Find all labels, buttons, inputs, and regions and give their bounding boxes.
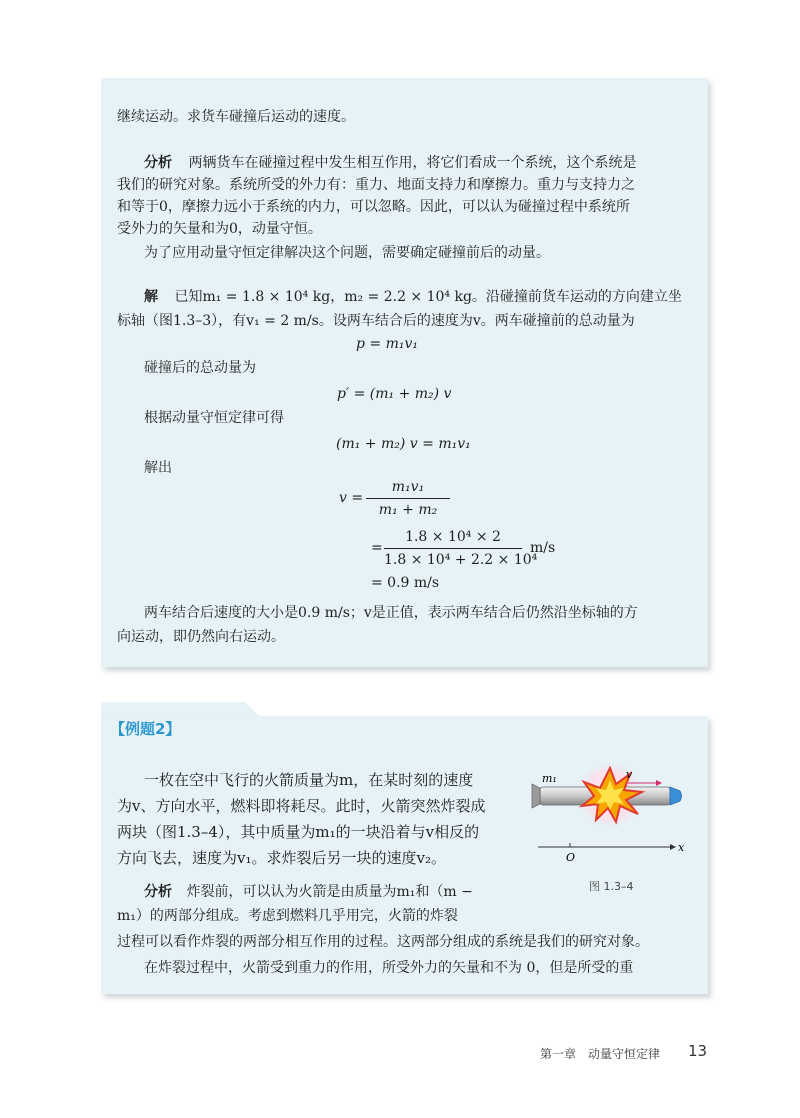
unit-ms: m/s <box>530 540 556 556</box>
equation-result: = 0.9 m/s <box>371 575 440 591</box>
analysis-line-1 <box>144 153 636 173</box>
equation-momentum-before: p = m₁v₁ <box>356 336 419 352</box>
intro-text: 继续运动。求货车碰撞后运动的速度。 <box>117 109 355 125</box>
analysis-2-label: 分析 <box>144 884 172 900</box>
velocity-arrow-icon <box>656 780 662 786</box>
m1-label: m₁ <box>542 772 557 785</box>
fraction-symbolic-numerator: m₁v₁ <box>391 479 425 495</box>
solve-label: 解出 <box>144 460 172 476</box>
analysis-label: 分析 <box>144 155 172 171</box>
fraction-symbolic <box>366 477 450 520</box>
analysis-line-2: 我们的研究对象。系统所受的外力有：重力、地面支持力和摩擦力。重力与支持力之 <box>117 177 635 193</box>
fraction-numeric <box>384 527 538 570</box>
rocket-tail-fin-icon <box>532 784 540 808</box>
analysis-2-line-1 <box>144 882 473 902</box>
analysis-2-text-1: 炸裂前，可以认为火箭是由质量为m₁和（m − <box>186 884 473 900</box>
analysis-2-line-3: 过程可以看作炸裂的两部分相互作用的过程。这两部分组成的系统是我们的研究对象。 <box>117 934 649 950</box>
x-axis-arrow-icon <box>670 844 676 850</box>
equation-momentum-after: p′ = (m₁ + m₂) v <box>337 386 452 402</box>
problem-line-2: 为v、方向水平，燃料即将耗尽。此时，火箭突然炸裂成 <box>117 797 486 815</box>
solution-text-1: 已知m₁ = 1.8 × 10⁴ kg，m₂ = 2.2 × 10⁴ kg。沿碰撞前货车运动的方向建立坐 <box>174 289 682 305</box>
problem-line-3: 两块（图1.3–4），其中质量为m₁的一块沿着与v相反的 <box>117 823 480 841</box>
rocket-nose-icon <box>670 787 682 805</box>
solution-label: 解 <box>144 289 158 305</box>
origin-label: O <box>566 851 576 864</box>
analysis-line-4: 受外力的矢量和为0，动量守恒。 <box>117 221 322 237</box>
chapter-title: 第一章 动量守恒定律 <box>540 1047 661 1061</box>
example-2-label: 【例题2】 <box>110 720 181 738</box>
rocket-explosion-figure <box>530 760 690 870</box>
conclusion-line-1: 两车结合后速度的大小是0.9 m/s；v是正值，表示两车结合后仍然沿坐标轴的方 <box>144 605 638 621</box>
figure-caption: 图 1.3–4 <box>589 880 634 893</box>
fraction-symbolic-denominator: m₁ + m₂ <box>378 502 438 518</box>
fraction-bar <box>366 498 450 499</box>
solution-line-2: 标轴（图1.3–3），有v₁ = 2 m/s。设两车结合后的速度为v。两车碰撞前的总动量为 <box>117 313 635 329</box>
conclusion-line-2: 向运动，即仍然向右运动。 <box>117 629 285 645</box>
conservation-law-label: 根据动量守恒定律可得 <box>144 410 284 426</box>
equation-numeric-equals: = <box>371 540 383 556</box>
problem-line-4: 方向飞去，速度为v₁。求炸裂后另一块的速度v₂。 <box>117 849 446 867</box>
analysis-line-5: 为了应用动量守恒定律解决这个问题，需要确定碰撞前后的动量。 <box>144 245 550 261</box>
analysis-2-line-2: m₁）的两部分组成。考虑到燃料几乎用完，火箭的炸裂 <box>117 908 458 924</box>
fraction-numeric-numerator: 1.8 × 10⁴ × 2 <box>405 529 501 545</box>
fraction-bar <box>384 548 522 549</box>
solution-line-1 <box>144 287 682 307</box>
v-label: v <box>626 768 633 781</box>
page-number: 13 <box>688 1042 708 1060</box>
equation-conservation: (m₁ + m₂) v = m₁v₁ <box>336 436 471 452</box>
analysis-text-1: 两辆货车在碰撞过程中发生相互作用，将它们看成一个系统，这个系统是 <box>188 155 637 171</box>
problem-line-1: 一枚在空中飞行的火箭质量为m，在某时刻的速度 <box>144 771 474 789</box>
analysis-2-line-4: 在炸裂过程中，火箭受到重力的作用，所受外力的矢量和不为 0，但是所受的重 <box>144 960 634 976</box>
analysis-line-3: 和等于0，摩擦力远小于系统的内力，可以忽略。因此，可以认为碰撞过程中系统所 <box>117 199 630 215</box>
equation-v-lhs: v = <box>339 490 364 506</box>
x-axis-label: x <box>678 841 685 854</box>
after-collision-label: 碰撞后的总动量为 <box>144 360 256 376</box>
fraction-numeric-denominator: 1.8 × 10⁴ + 2.2 × 10⁴ <box>384 552 538 568</box>
